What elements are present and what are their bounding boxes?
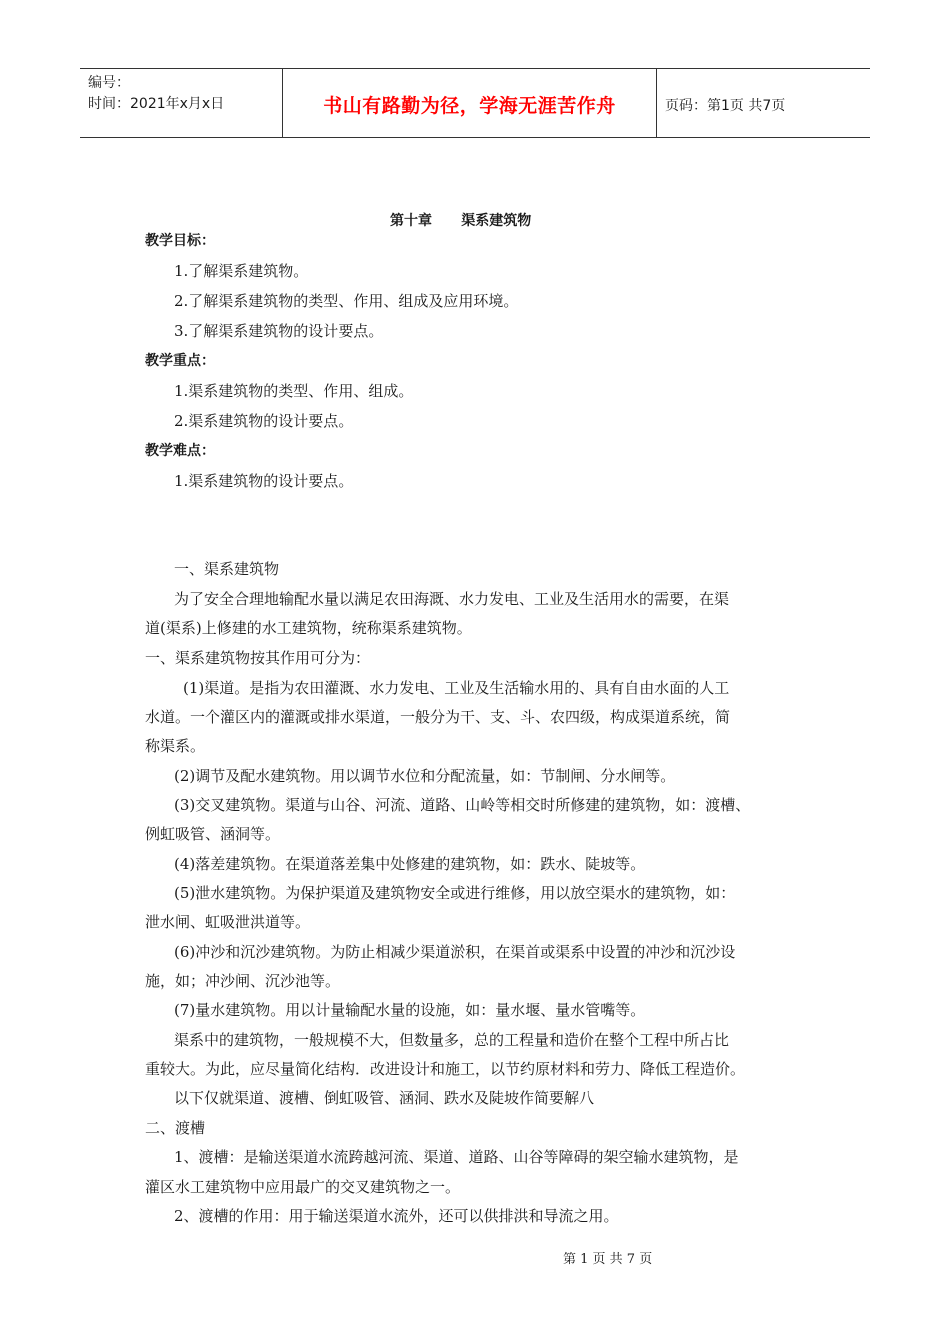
paragraph-line: 灌区水工建筑物中应用最广的交叉建筑物之一。 — [145, 1178, 461, 1196]
chapter-title: 第十章 渠系建筑物 — [390, 213, 532, 229]
paragraph-line: 以下仅就渠道、渡槽、倒虹吸管、涵洞、跌水及陡坡作简要解八 — [174, 1089, 595, 1107]
paragraph-line: 称渠系。 — [145, 737, 206, 755]
paragraph-line: 泄水闸、虹吸泄洪道等。 — [145, 913, 311, 931]
paragraph-line: 渠系中的建筑物，一般规模不大，但数量多，总的工程量和造价在整个工程中所占比 — [174, 1031, 730, 1049]
paragraph-line: 1.渠系建筑物的设计要点。 — [174, 472, 354, 490]
section-heading: 教学难点： — [145, 443, 215, 459]
paragraph-line: 一、渠系建筑物 — [174, 560, 280, 578]
paragraph-line: 1.了解渠系建筑物。 — [174, 262, 309, 280]
paragraph-line: 一、渠系建筑物按其作用可分为： — [145, 649, 371, 667]
paragraph-line: 1.渠系建筑物的类型、作用、组成。 — [174, 382, 414, 400]
paragraph-line: (4)落差建筑物。在渠道落差集中处修建的建筑物，如：跌水、陡坡等。 — [174, 855, 646, 873]
time-label: 时间：2021年x月x日 — [88, 96, 225, 112]
header-meta — [88, 73, 224, 115]
paragraph-line: (6)冲沙和沉沙建筑物。为防止相减少渠道淤积，在渠首或渠系中设置的冲沙和沉沙设 — [174, 943, 736, 961]
header-motto: 书山有路勤为径，学海无涯苦作舟 — [323, 95, 616, 117]
section-heading: 教学重点： — [145, 353, 215, 369]
paragraph-line: 重较大。为此，应尽量简化结构．改进设计和施工，以节约原材料和劳力、降低工程造价。 — [145, 1060, 746, 1078]
paragraph-line: 为了安全合理地输配水量以满足农田海溉、水力发电、工业及生活用水的需要，在渠 — [174, 590, 730, 608]
paragraph-line: 二、渡槽 — [145, 1119, 206, 1137]
paragraph-line: 施，如；冲沙闸、沉沙池等。 — [145, 972, 341, 990]
header-divider — [656, 69, 657, 137]
paragraph-line: 道(渠系)上修建的水工建筑物，统称渠系建筑物。 — [145, 619, 472, 637]
number-label: 编号： — [88, 75, 130, 91]
paragraph-line: (3)交叉建筑物。渠道与山谷、河流、道路、山岭等相交时所修建的建筑物，如：渡槽、 — [174, 796, 751, 814]
paragraph-line: 2.了解渠系建筑物的类型、作用、组成及应用环境。 — [174, 292, 519, 310]
paragraph-line: 2.渠系建筑物的设计要点。 — [174, 412, 354, 430]
paragraph-line: (5)泄水建筑物。为保护渠道及建筑物安全或进行维修，用以放空渠水的建筑物，如： — [174, 884, 736, 902]
paragraph-line: 水道。一个灌区内的灌溉或排水渠道，一般分为干、支、斗、农四级，构成渠道系统，简 — [145, 708, 731, 726]
paragraph-line: 2、渡槽的作用：用于输送渠道水流外，还可以供排洪和导流之用。 — [174, 1207, 619, 1225]
paragraph-line: (7)量水建筑物。用以计量输配水量的设施，如：量水堰、量水管嘴等。 — [174, 1001, 646, 1019]
section-heading: 教学目标： — [145, 233, 215, 249]
page-header — [80, 68, 870, 138]
paragraph-line: 1、渡槽：是输送渠道水流跨越河流、渠道、道路、山谷等障碍的架空输水建筑物，是 — [174, 1148, 739, 1166]
page-footer: 第 1 页 共 7 页 — [563, 1252, 653, 1267]
paragraph-line: (2)调节及配水建筑物。用以调节水位和分配流量，如：节制闸、分水闸等。 — [174, 767, 676, 785]
paragraph-line: 例虹吸管、涵洞等。 — [145, 825, 281, 843]
paragraph-line: (1)渠道。是指为农田灌溉、水力发电、工业及生活输水用的、具有自由水面的人工 — [183, 679, 730, 697]
header-page-info: 页码：第1页 共7页 — [665, 98, 786, 114]
paragraph-line: 3.了解渠系建筑物的设计要点。 — [174, 322, 384, 340]
